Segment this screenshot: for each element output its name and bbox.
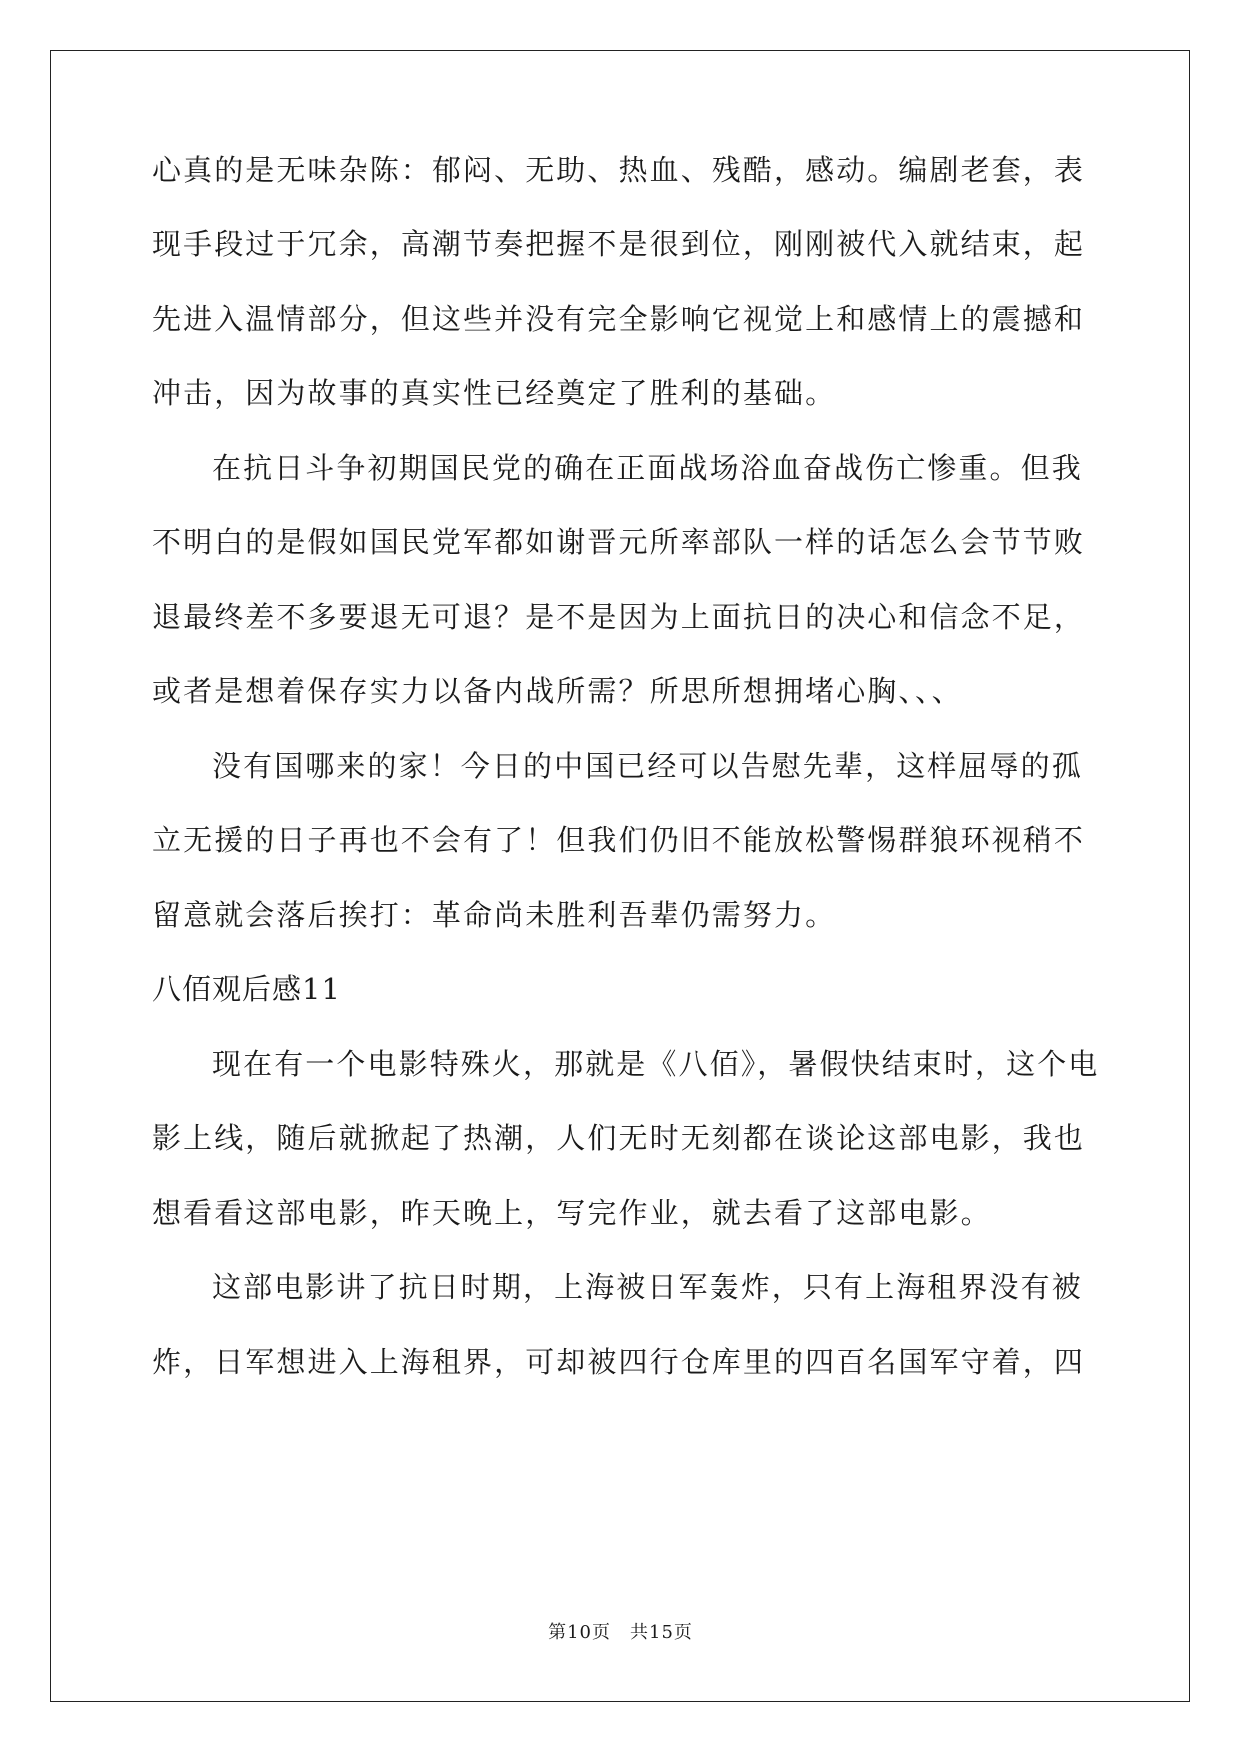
text-line: 炸，日军想进入上海租界，可却被四行仓库里的四百名国军守着，四 (152, 1345, 1086, 1379)
page-border (50, 50, 1190, 1702)
text-line: 想看看这部电影，昨天晚上，写完作业，就去看了这部电影。 (152, 1196, 992, 1230)
text-line: 立无援的日子再也不会有了！但我们仍旧不能放松警惕群狼环视稍不 (152, 823, 1086, 857)
paragraph-start: 在抗日斗争初期国民党的确在正面战场浴血奋战伤亡惨重。但我 (212, 451, 1083, 485)
text-line: 先进入温情部分，但这些并没有完全影响它视觉上和感情上的震撼和 (152, 302, 1086, 336)
text-line: 心真的是无味杂陈：郁闷、无助、热血、残酷，感动。编剧老套，表 (152, 153, 1086, 187)
text-line: 或者是想着保存实力以备内战所需？所思所想拥堵心胸、、、 (152, 674, 963, 708)
text-line: 不明白的是假如国民党军都如谢晋元所率部队一样的话怎么会节节败 (152, 525, 1086, 559)
paragraph-start: 现在有一个电影特殊火，那就是《八佰》，暑假快结束时，这个电 (212, 1047, 1100, 1081)
paragraph-start: 这部电影讲了抗日时期，上海被日军轰炸，只有上海租界没有被 (212, 1270, 1083, 1304)
text-line: 现手段过于冗余，高潮节奏把握不是很到位，刚刚被代入就结束，起 (152, 227, 1086, 261)
paragraph-start: 没有国哪来的家！今日的中国已经可以告慰先辈，这样屈辱的孤 (212, 749, 1083, 783)
text-line: 影上线，随后就掀起了热潮，人们无时无刻都在谈论这部电影，我也 (152, 1121, 1086, 1155)
page-number-footer: 第10页 共15页 (548, 1622, 693, 1643)
text-line: 冲击，因为故事的真实性已经奠定了胜利的基础。 (152, 376, 837, 410)
section-heading: 八佰观后感11 (152, 972, 341, 1006)
text-line: 留意就会落后挨打：革命尚未胜利吾辈仍需努力。 (152, 898, 837, 932)
text-line: 退最终差不多要退无可退？是不是因为上面抗日的决心和信念不足， (152, 600, 1086, 634)
